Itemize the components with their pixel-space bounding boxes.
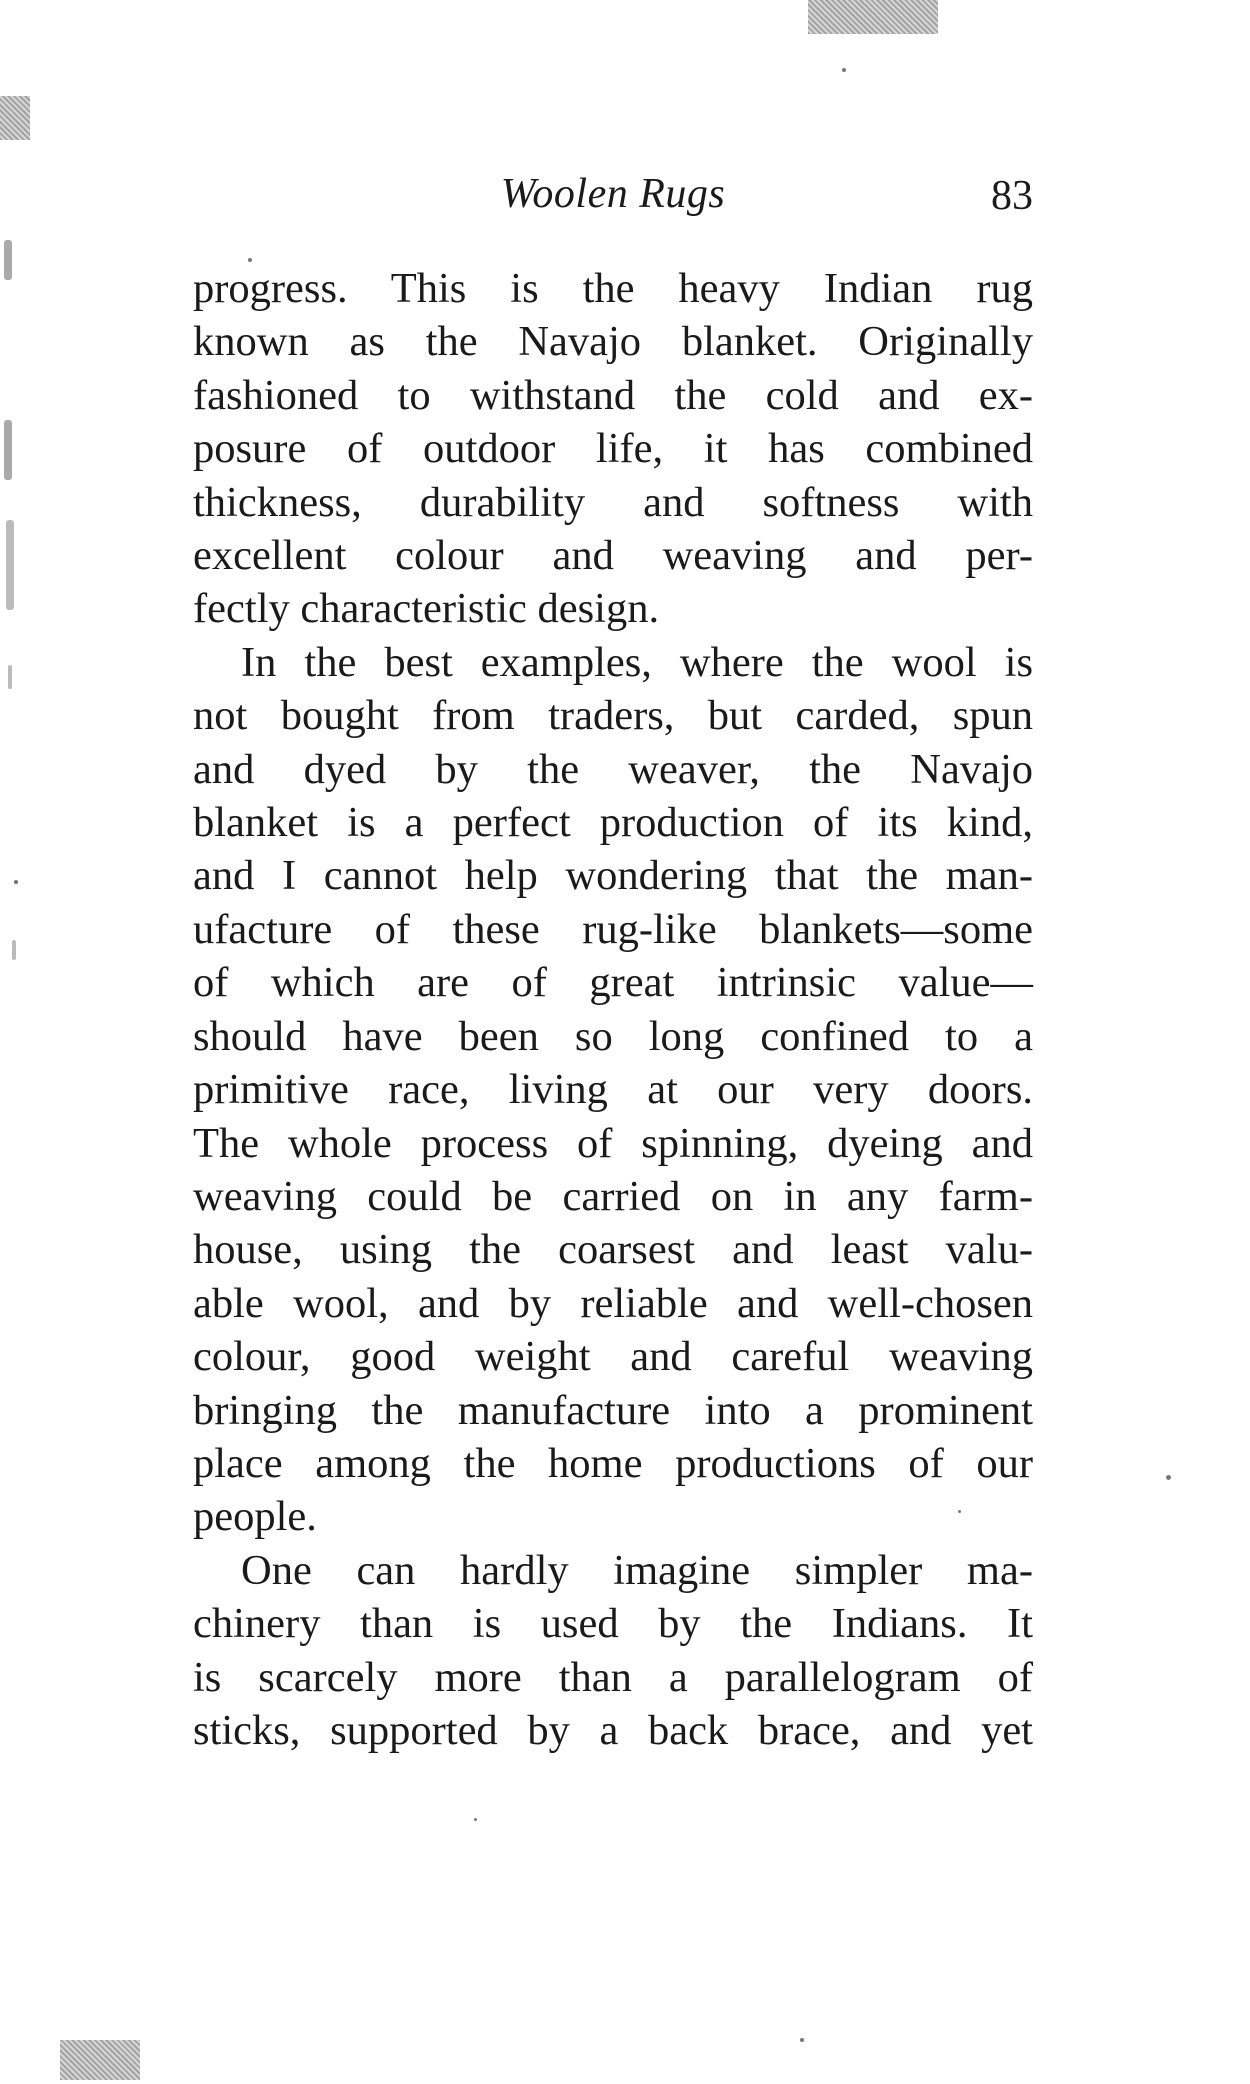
text-line: chinery than is used by the Indians. It (193, 1600, 1033, 1648)
scan-speck (800, 2038, 804, 2042)
text-line: not bought from traders, but carded, spun (193, 692, 1033, 740)
paragraph-1 (193, 262, 1033, 636)
text-line: In the best examples, where the wool is (241, 638, 1033, 686)
text-line: bringing the manufacture into a prominent (193, 1386, 1033, 1434)
text-line: progress. This is the heavy Indian rug (193, 265, 1033, 312)
text-line: primitive race, living at our very doors. (193, 1066, 1033, 1114)
text-line: of which are of great intrinsic value— (193, 959, 1033, 1007)
scan-speck (4, 420, 12, 480)
text-line: and I cannot help wondering that the man- (193, 852, 1033, 900)
scan-speck (474, 1818, 477, 1821)
paragraph-2 (193, 636, 1033, 1544)
scan-speck (8, 665, 12, 689)
scan-speck (6, 520, 14, 610)
text-line: and dyed by the weaver, the Navajo (193, 745, 1033, 793)
body-text (193, 262, 1033, 1757)
text-line: should have been so long confined to a (193, 1012, 1033, 1060)
scan-speck (1166, 1475, 1171, 1480)
text-line: people. (193, 1493, 317, 1541)
paragraph-3 (193, 1544, 1033, 1758)
text-line: ufacture of these rug-like blankets—some (193, 905, 1033, 953)
text-line: house, using the coarsest and least valu- (193, 1226, 1033, 1274)
text-line: place among the home productions of our (193, 1439, 1033, 1487)
text-line: One can hardly imagine simpler ma- (241, 1546, 1033, 1594)
scan-speck (14, 880, 18, 884)
text-line: fashioned to withstand the cold and ex- (193, 371, 1033, 419)
scan-speck (842, 68, 846, 72)
scan-smudge-bottom (60, 2040, 140, 2080)
text-line: able wool, and by reliable and well-chosen (193, 1279, 1033, 1327)
text-line: fectly characteristic design. (193, 585, 660, 633)
text-line: known as the Navajo blanket. Originally (193, 318, 1033, 366)
text-line: weaving could be carried on in any farm- (193, 1172, 1033, 1220)
scan-smudge-left (0, 96, 30, 140)
running-head (193, 170, 1033, 230)
text-line: blanket is a perfect production of its kind, (193, 799, 1033, 847)
scan-speck (4, 240, 12, 280)
page-number: 83 (991, 173, 1033, 219)
running-title: Woolen Rugs (500, 171, 726, 217)
scan-speck (12, 940, 16, 960)
text-line: The whole process of spinning, dyeing and (193, 1119, 1033, 1167)
text-line: posure of outdoor life, it has combined (193, 425, 1033, 473)
text-line: thickness, durability and softness with (193, 478, 1033, 526)
text-line: sticks, supported by a back brace, and yet (193, 1706, 1033, 1754)
text-line: is scarcely more than a parallelogram of (193, 1653, 1033, 1701)
text-line: colour, good weight and careful weaving (193, 1333, 1033, 1381)
text-line: excellent colour and weaving and per- (193, 532, 1033, 580)
scan-smudge-top (808, 0, 938, 34)
